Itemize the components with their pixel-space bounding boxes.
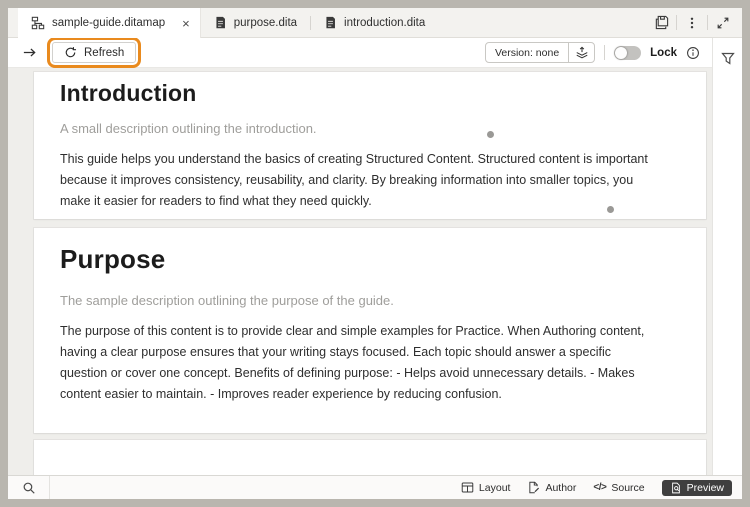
bottom-bar: [8, 475, 742, 499]
author-icon: [527, 481, 540, 494]
tab-label: purpose.dita: [233, 16, 298, 29]
expand-icon[interactable]: [708, 8, 738, 37]
ditamap-icon: [31, 16, 45, 30]
right-rail: [712, 38, 742, 475]
mode-label: Preview: [686, 481, 724, 494]
arrow-right-icon[interactable]: [22, 45, 37, 60]
marker-dot: [487, 131, 494, 138]
section-description: The sample description outlining the purpose of the guide.: [60, 293, 394, 308]
refresh-label: Refresh: [84, 46, 125, 59]
main-row: [8, 38, 742, 475]
toggle-knob: [615, 47, 627, 59]
section-description: A small description outlining the introduction.: [60, 121, 317, 136]
editor-column: [8, 38, 712, 475]
editor-toolbar: [8, 38, 712, 68]
view-mode-switcher: [461, 476, 742, 499]
preview-icon: [670, 482, 682, 494]
section-body: This guide helps you understand the basics of creating Structured Content. Structured content is important because it improves consistency, reusability, and clarity. By breaking information into smaller topics, you make it easier for readers to find what they need quickly.: [60, 152, 648, 208]
tab-purpose-dita[interactable]: [201, 8, 310, 37]
section-purpose: [34, 228, 706, 433]
filter-icon[interactable]: [720, 51, 736, 69]
mode-layout[interactable]: [461, 481, 511, 494]
refresh-button[interactable]: [52, 42, 136, 63]
lock-label: Lock: [650, 46, 677, 59]
document-icon: [324, 16, 337, 29]
save-all-icon[interactable]: [646, 8, 676, 37]
tab-label: sample-guide.ditamap: [52, 17, 166, 29]
mode-label: Author: [545, 481, 577, 494]
search-icon[interactable]: [8, 476, 50, 499]
section-title: Introduction: [60, 80, 197, 106]
lock-toggle[interactable]: [614, 46, 641, 60]
section-introduction: [34, 72, 706, 219]
preview-pane[interactable]: [8, 68, 712, 475]
mode-preview[interactable]: [662, 480, 732, 496]
section-title: Purpose: [60, 244, 166, 274]
tab-sample-guide-ditamap[interactable]: [18, 8, 201, 38]
tab-label: introduction.dita: [344, 16, 426, 29]
mode-author[interactable]: [527, 481, 576, 494]
layout-icon: [461, 481, 474, 494]
more-options-icon[interactable]: [677, 8, 707, 37]
mode-source[interactable]: [593, 482, 644, 494]
document-icon: [214, 16, 227, 29]
tab-introduction-dita[interactable]: [311, 8, 438, 37]
marker-dot: [607, 206, 614, 213]
close-tab-icon[interactable]: ×: [182, 15, 190, 31]
info-icon[interactable]: [686, 46, 700, 60]
refresh-icon: [64, 46, 77, 59]
app-window: [8, 8, 742, 499]
divider: [604, 45, 605, 60]
tab-bar: [8, 8, 742, 38]
version-label: Version: none: [494, 46, 560, 59]
toolbar-right-group: [485, 42, 712, 63]
source-icon: </>: [593, 482, 607, 493]
version-history-icon[interactable]: [568, 43, 594, 62]
section-body: The purpose of this content is to provide clear and simple examples for Practice. When Authoring content, having a clear purpose ensures that your writing stays focused. Each topic should answer a specific question or cover one concept. Benefits of defining purpose: - Helps avoid unnecessary details. - Makes content easier to maintain. - Improves reader experience by reducing confusion.: [60, 324, 645, 401]
section-next-partial: [34, 440, 706, 475]
mode-label: Layout: [478, 481, 511, 494]
window-controls: [646, 8, 742, 37]
version-selector[interactable]: [485, 42, 595, 63]
mode-label: Source: [611, 481, 645, 494]
